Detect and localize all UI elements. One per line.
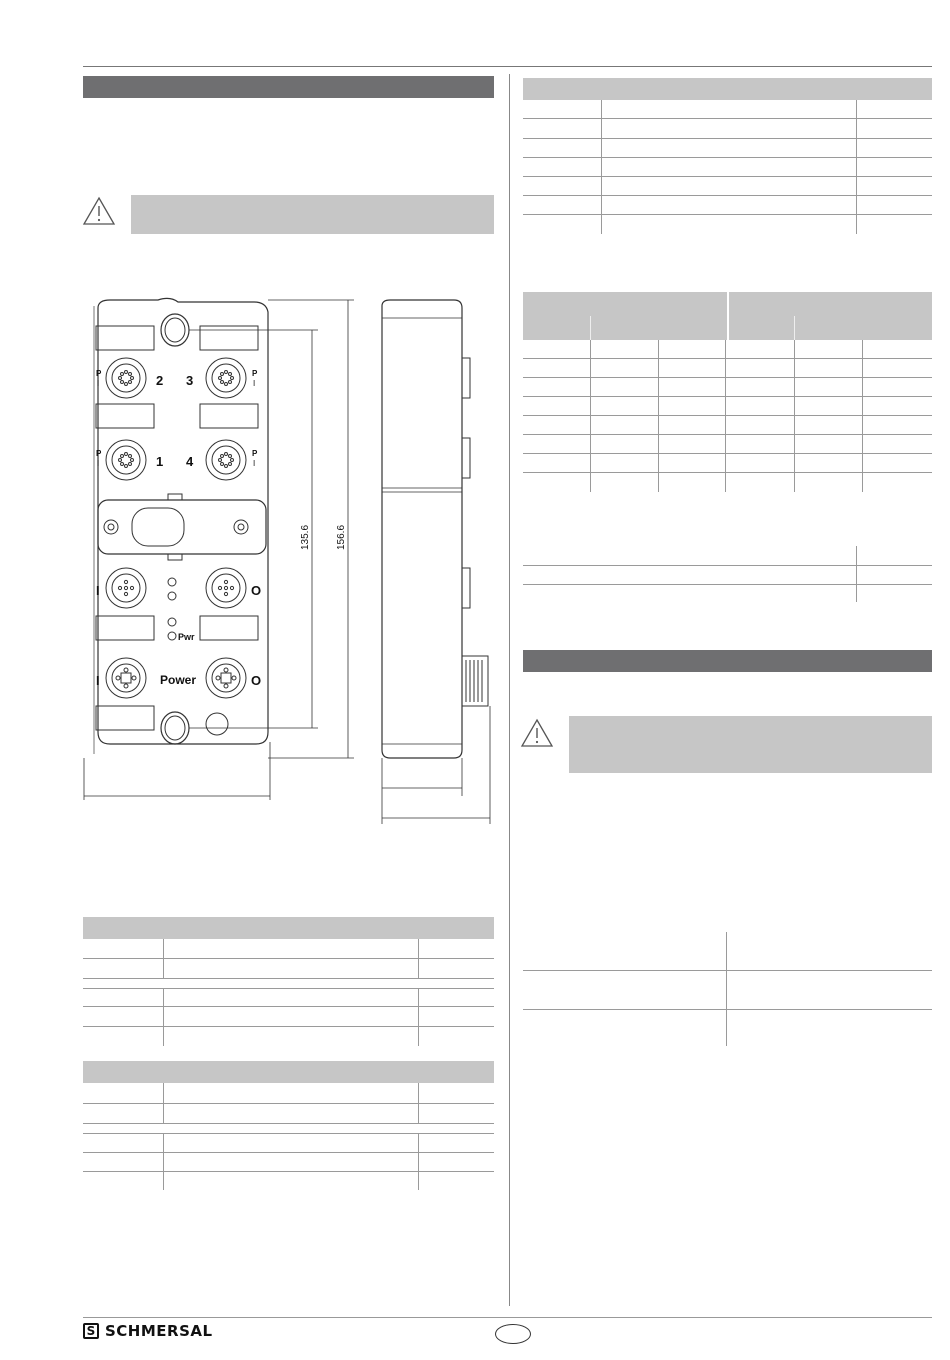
table-col-rule (163, 988, 164, 1046)
table-rule (523, 396, 932, 397)
pin-label-i: I (97, 379, 100, 388)
table-rule (83, 1133, 494, 1134)
table-col-rule (163, 1133, 164, 1190)
footer-rule (83, 1317, 932, 1318)
table-rule (523, 138, 932, 139)
pwr-led-label: Pwr (178, 632, 195, 642)
table-col-rule (418, 988, 419, 1046)
table-col-rule (163, 939, 164, 978)
table-rule (523, 195, 932, 196)
table-header-left-2 (83, 1061, 494, 1083)
table-rule (83, 1171, 494, 1172)
table-rule (83, 1123, 494, 1124)
table-col-rule (856, 546, 857, 602)
table-rule (83, 1006, 494, 1007)
table-col-rule (418, 1083, 419, 1123)
section-heading-bar-right (523, 650, 932, 672)
table-col-rule (862, 340, 863, 492)
pin-label-i: I (97, 459, 100, 468)
warning-box-left (131, 195, 494, 234)
schmersal-logo (83, 1322, 213, 1340)
table-rule (523, 584, 932, 585)
table-rule (523, 970, 932, 971)
power-label: Power (160, 673, 197, 687)
warning-box-right (569, 716, 932, 773)
table-rule (523, 157, 932, 158)
power-label-o: O (251, 673, 262, 688)
table-rule (523, 565, 932, 566)
column-divider (509, 74, 510, 1306)
table-rule (523, 472, 932, 473)
table-rule (83, 1152, 494, 1153)
table-col-rule (163, 1083, 164, 1123)
section-heading-bar-left (83, 76, 494, 98)
pin-label-p: P (96, 369, 102, 378)
port-label-2: 2 (156, 373, 164, 388)
table-rule (83, 988, 494, 989)
table-rule (523, 176, 932, 177)
warning-triangle-icon (520, 718, 554, 748)
table-col-rule (590, 316, 591, 340)
table-col-rule (418, 1133, 419, 1190)
port-label-4: 4 (186, 454, 194, 469)
table-rule (83, 978, 494, 979)
dimension-outer-height: 156.6 (336, 524, 347, 550)
table-col-rule (726, 932, 727, 1046)
pin-label-p: P (252, 449, 258, 458)
io-label-o: O (251, 583, 262, 598)
table-rule (83, 1026, 494, 1027)
connector-port-3 (206, 358, 246, 398)
pin-label-i: I (253, 459, 256, 468)
connector-io-out (206, 568, 246, 608)
table-rule (523, 214, 932, 215)
table-col-rule (794, 316, 795, 340)
table-col-rule (856, 100, 857, 234)
dimension-inner-height: 135.6 (300, 524, 311, 550)
pin-label-p: P (252, 369, 258, 378)
table-rule (83, 958, 494, 959)
power-label-i: I (96, 673, 100, 688)
connector-port-1 (106, 440, 146, 480)
table-rule (523, 118, 932, 119)
table-rule (523, 434, 932, 435)
pin-label-i: I (253, 379, 256, 388)
pin-label-p: P (96, 449, 102, 458)
table-col-rule (794, 340, 795, 492)
device-dimension-drawing (78, 292, 498, 832)
table-col-rule (725, 340, 726, 492)
table-rule (523, 358, 932, 359)
connector-io-in (106, 568, 146, 608)
header-rule (83, 66, 932, 67)
table-col-rule (601, 100, 602, 234)
connector-power-out (206, 658, 246, 698)
table-rule (83, 1103, 494, 1104)
table-rule (523, 1009, 932, 1010)
table-rule (523, 415, 932, 416)
logo-text: SCHMERSAL (105, 1322, 213, 1340)
table-header-right-1 (523, 78, 932, 100)
table-col-rule (418, 939, 419, 978)
table-col-rule (658, 340, 659, 492)
connector-port-4 (206, 440, 246, 480)
port-label-3: 3 (186, 373, 194, 388)
table-header-divider (727, 292, 729, 340)
table-header-left-1 (83, 917, 494, 939)
table-col-rule (590, 340, 591, 492)
io-label-i: I (96, 583, 100, 598)
port-label-1: 1 (156, 454, 164, 469)
table-rule (523, 453, 932, 454)
logo-mark-icon: S (83, 1323, 99, 1339)
connector-port-2 (106, 358, 146, 398)
warning-triangle-icon (82, 196, 116, 226)
connector-power-in (106, 658, 146, 698)
page-number-oval (495, 1324, 531, 1344)
table-rule (523, 377, 932, 378)
